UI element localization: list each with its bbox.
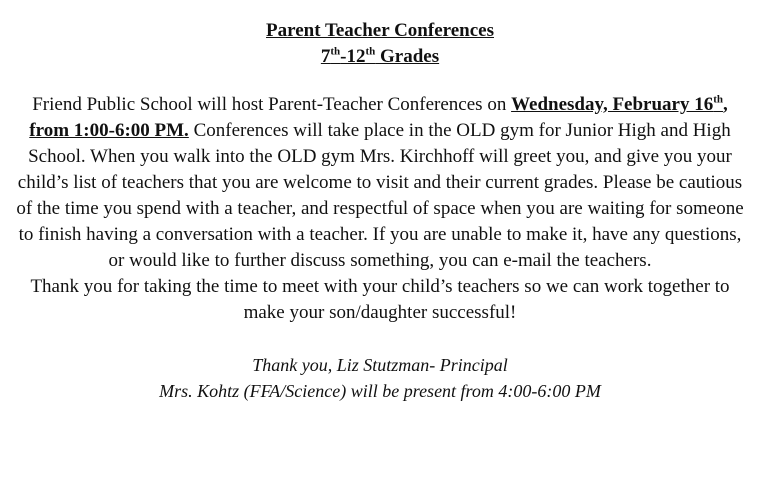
grade-start-number: 7 [320,46,331,67]
announcement-details: Conferences will take place in the OLD gym for Junior High and High School. When you walk into the OLD gym Mrs. Kirchhoff will greet you, and give you your child’s list of teachers that you are welcome to visit and their current grades. Please be cautious of the time you spend with a teacher, and respectful of space when you are waiting for someone to finish having a conversation with a teacher. If you are unable to make it, have any questions, or would like to further discuss something, you can e-mail the teachers. [16,120,744,271]
principal-signature: Thank you, Liz Stutzman- Principal [252,355,508,375]
grade-end-suffix: th [365,45,376,58]
announcement-intro: Friend Public School will host Parent-Teacher Conferences on [32,94,512,115]
blank-line [14,326,746,352]
conference-date-day: Wednesday, February 16 [511,94,714,115]
page-title: Parent Teacher Conferences [266,20,494,41]
thank-you-paragraph: Thank you for taking the time to meet with your child’s teachers so we can work together to make your son/daughter successful! [30,276,730,323]
grades-subtitle [14,44,746,70]
teacher-availability-note: Mrs. Kohtz (FFA/Science) will be present from 4:00-6:00 PM [159,381,601,401]
grade-range-separator: -12 [340,46,366,67]
grade-start-suffix: th [330,45,341,58]
conference-date-time: , from 1:00-6:00 PM. [29,94,728,141]
grade-label: Grades [375,46,440,67]
conference-date-suffix: th [713,93,724,106]
announcement-paragraph [14,92,746,274]
